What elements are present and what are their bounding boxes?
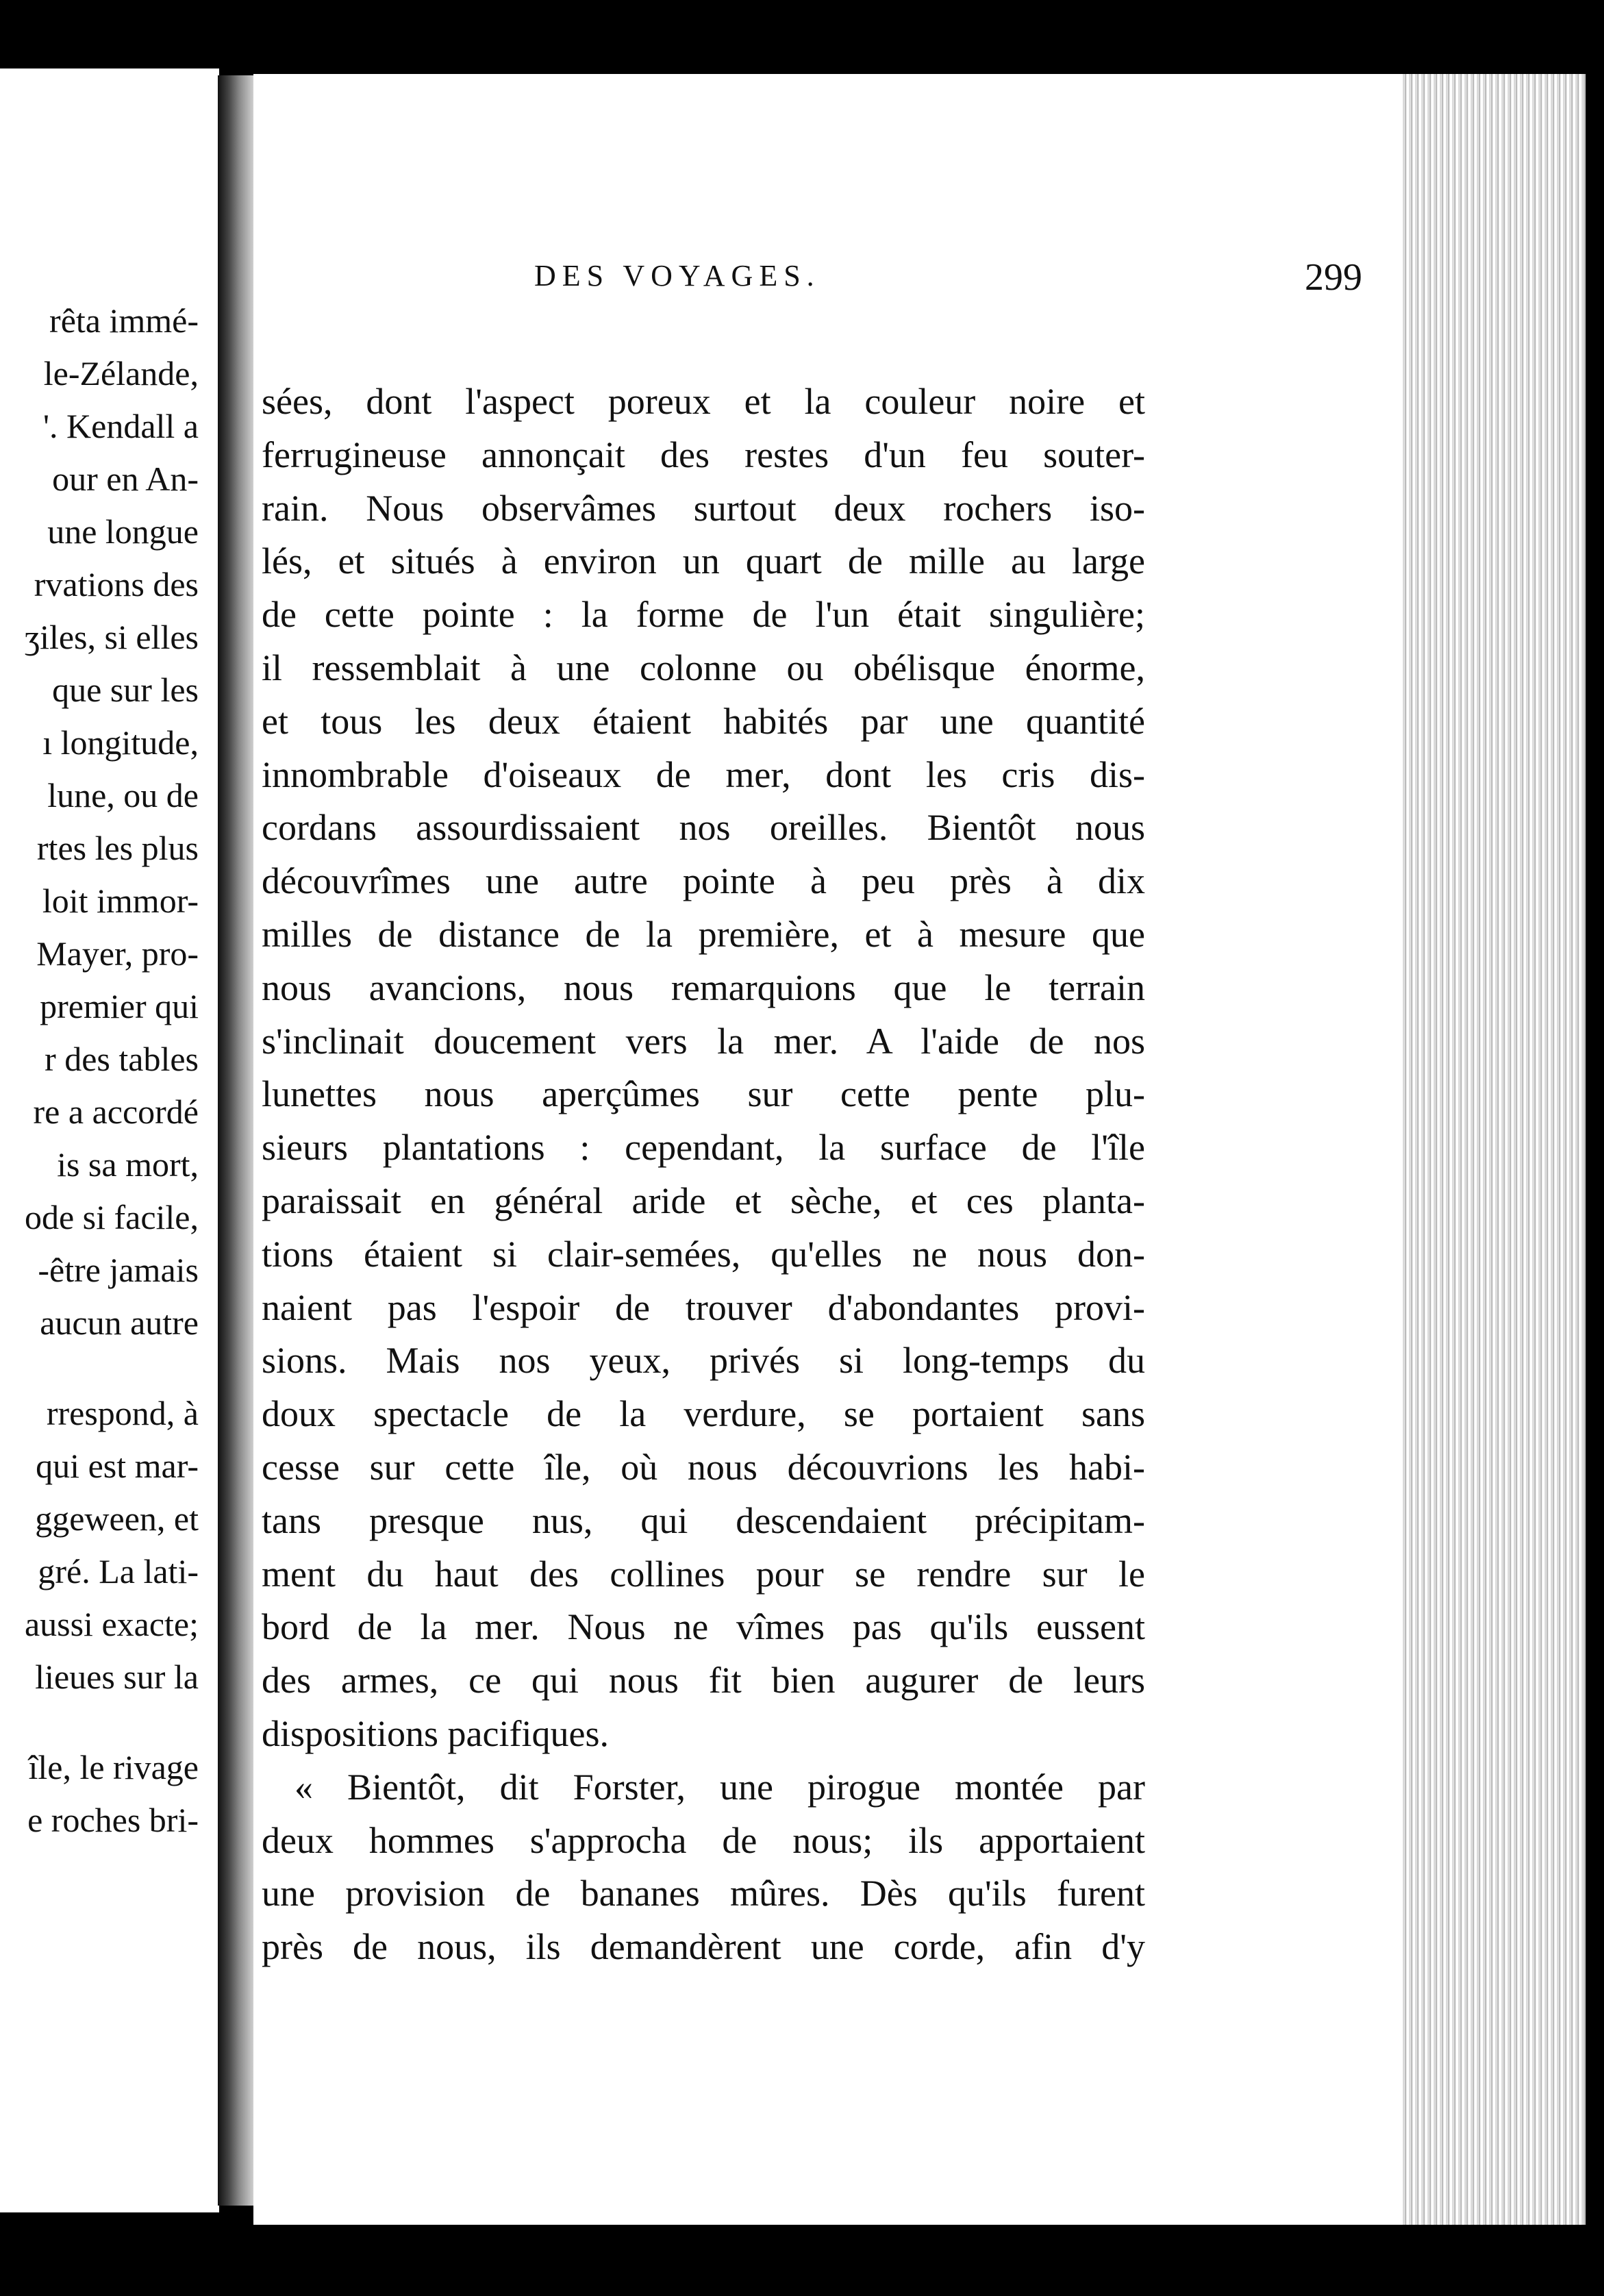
left-line: premier qui	[40, 987, 199, 1025]
text-line: tions étaient si clair-semées, qu'elles ne nous don-	[262, 1233, 1145, 1275]
left-line: ʒiles, si elles	[24, 618, 199, 656]
text-line: nous avancions, nous remarquions que le terrain	[262, 966, 1145, 1008]
left-page-text	[0, 295, 199, 1847]
text-line: une provision de bananes mûres. Dès qu'ils furent	[262, 1873, 1145, 1914]
left-line: le-Zélande,	[43, 354, 199, 392]
text-line: sieurs plantations : cependant, la surface de l'île	[262, 1127, 1145, 1169]
left-line: gré. La lati-	[38, 1552, 199, 1590]
body-text	[262, 375, 1145, 1974]
text-line: tans presque nus, qui descendaient précipitam-	[262, 1499, 1145, 1541]
text-line: ferrugineuse annonçait des restes d'un feu souter-	[262, 434, 1145, 475]
text-line: paraissait en général aride et sèche, et ces planta-	[262, 1180, 1145, 1221]
text-line: lés, et situés à environ un quart de mille au large	[262, 540, 1145, 582]
left-line: une longue	[47, 512, 199, 551]
right-page	[253, 74, 1431, 2225]
left-line: ggeween, et	[35, 1499, 199, 1538]
left-line: loit immor-	[42, 882, 199, 920]
page-edges	[1401, 74, 1586, 2225]
text-line: et tous les deux étaient habités par une quantité	[262, 700, 1145, 742]
text-line: de cette pointe : la forme de l'un était singulière;	[262, 594, 1145, 636]
left-line: que sur les	[52, 671, 199, 709]
text-line: bord de la mer. Nous ne vîmes pas qu'ils eussent	[262, 1606, 1145, 1648]
left-line: rvations des	[34, 565, 199, 603]
left-line-gap	[0, 1349, 199, 1387]
left-line: rêta immé-	[49, 301, 199, 340]
text-line: innombrable d'oiseaux de mer, dont les cris dis-	[262, 753, 1145, 795]
text-line: s'inclinait doucement vers la mer. A l'aide de nos	[262, 1020, 1145, 1062]
left-line: -être jamais	[38, 1251, 199, 1289]
text-line: doux spectacle de la verdure, se portaient sans	[262, 1393, 1145, 1435]
text-line: cordans assourdissaient nos oreilles. Bientôt nous	[262, 807, 1145, 849]
header-title: DES VOYAGES.	[534, 259, 820, 292]
text-line: rain. Nous observâmes surtout deux rochers iso-	[262, 487, 1145, 529]
text-line: naient pas l'espoir de trouver d'abondantes provi-	[262, 1286, 1145, 1328]
text-line: des armes, ce qui nous fit bien augurer de leurs	[262, 1660, 1145, 1701]
left-line: Mayer, pro-	[36, 934, 199, 973]
text-line: sions. Mais nos yeux, privés si long-temps du	[262, 1340, 1145, 1382]
left-line: ı longitude,	[42, 723, 199, 762]
left-line: rrespond, à	[46, 1394, 199, 1432]
left-line: lieues sur la	[35, 1658, 199, 1696]
left-line: rtes les plus	[36, 829, 199, 867]
paragraph-start-line: « Bientôt, dit Forster, une pirogue montée par	[295, 1766, 1145, 1808]
text-line: sées, dont l'aspect poreux et la couleur noire et	[262, 381, 1145, 422]
text-line: ment du haut des collines pour se rendre sur le	[262, 1553, 1145, 1595]
left-line: ode si facile,	[24, 1198, 199, 1236]
left-line: qui est mar-	[36, 1447, 199, 1485]
left-facing-page	[0, 68, 219, 2212]
left-line: '. Kendall a	[43, 407, 199, 445]
left-line: lune, ou de	[47, 776, 199, 814]
running-head	[253, 249, 1431, 303]
text-line: cesse sur cette île, où nous découvrions les habi-	[262, 1446, 1145, 1488]
left-line-gap	[0, 1704, 199, 1741]
text-line: lunettes nous aperçûmes sur cette pente plu-	[262, 1073, 1145, 1115]
text-line: près de nous, ils demandèrent une corde, afin d'y	[262, 1926, 1145, 1968]
text-line: découvrîmes une autre pointe à peu près à dix	[262, 860, 1145, 902]
text-line: il ressemblait à une colonne ou obélisque énorme,	[262, 647, 1145, 688]
paragraph-end-line: dispositions pacifiques.	[262, 1712, 609, 1754]
left-line: île, le rivage	[28, 1748, 199, 1786]
left-line: aucun autre	[40, 1303, 199, 1342]
left-line: is sa mort,	[57, 1145, 199, 1184]
page-number: 299	[1305, 256, 1362, 299]
left-line: aussi exacte;	[24, 1605, 199, 1643]
left-line: r des tables	[45, 1040, 199, 1078]
text-line: deux hommes s'approcha de nous; ils apportaient	[262, 1819, 1145, 1861]
book-gutter	[218, 75, 253, 2206]
text-line: milles de distance de la première, et à mesure que	[262, 913, 1145, 955]
left-line: e roches bri-	[27, 1801, 199, 1839]
left-line: re a accordé	[33, 1093, 199, 1131]
left-line: our en An-	[52, 460, 199, 498]
